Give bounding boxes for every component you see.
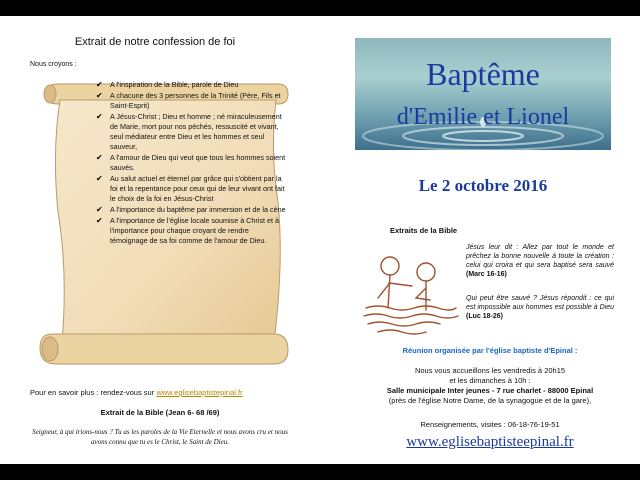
checkmark-icon: ✔ [96,80,103,89]
extraits-title: Extraits de la Bible [390,226,458,235]
brochure-page [0,16,640,464]
beliefs-list [96,80,286,247]
more-info-line: Pour en savoir plus : rendez-vous sur www.eglisebaptistepinal.fr [30,388,243,397]
reunion-heading: Réunion organisée par l'église baptiste d'Epinal : [402,346,578,355]
water-ripple-image [355,38,611,150]
contact-info: Renseignements, visites : 06-18-76-19-51 [420,420,560,429]
confession-intro: Nous croyons : [30,61,77,68]
confession-title: Extrait de notre confession de foi [74,36,236,48]
checkmark-icon: ✔ [96,91,103,100]
checkmark-icon: ✔ [96,205,103,214]
verse-marc: Jésus leur dit : Allez par tout le monde et prêchez la bonne nouvelle à toute la création : celui qui croira et qui sera baptisé sera sauvé (Marc 16-16) [466,244,614,278]
schedule-block: Nous vous accueillons les vendredis à 20h15 et les dimanches à 10h : Salle municipale Inter jeunes - 7 rue charlet - 88000 Epinal (près de l'église Notre Dame, de la synagogue et de la gare), [386,366,594,405]
baptism-illustration [360,238,460,338]
website-link[interactable]: www.eglisebaptisteepinal.fr [406,434,574,450]
list-item: ✔ A l'inspiration de la Bible, parole de Dieu [96,80,239,89]
checkmark-icon: ✔ [96,216,103,225]
list-item: ✔ Au salut actuel et éternel par grâce qui s'obtient par la foi et la repentance pour ceux qui de leur vivant ont fait le choix de la foi en Jésus-Christ [96,174,285,203]
bible-reference: Extrait de la Bible (Jean 6- 68 /69) [100,408,220,417]
hero-title: Baptême [426,56,540,92]
checkmark-icon: ✔ [96,153,103,162]
hero-subtitle: d'Emilie et Lionel [396,104,570,130]
list-item: ✔ A Jésus-Christ ; Dieu et homme ; né miraculeusement de Marie, mort pour nos péchés, ressuscité et vivant, seul médiateur entre Dieu et les hommes et seul sauveur, [96,112,282,151]
church-website-link[interactable]: www.eglisebaptistepinal.fr [156,388,243,397]
bible-quote: Seigneur, à qui irions-nous ? Tu as les paroles de la Vie Eternelle et nous avons cru et nous avons connu que tu es le Christ, le Saint de Dieu. [32,428,288,446]
checkmark-icon: ✔ [96,174,103,183]
list-item: ✔ A chacune des 3 personnes de la Trinité (Père, Fils et Saint-Esprit) [96,91,281,110]
checkmark-icon: ✔ [96,112,103,121]
water-banner [355,38,611,150]
list-item: ✔ A l'importance du baptême par immersion et de la cène [96,205,286,214]
event-date: Le 2 octobre 2016 [418,176,548,195]
list-item: ✔ A l'amour de Dieu qui veut que tous les hommes soient sauvés. [96,153,286,172]
verse-luc: Qui peut être sauvé ? Jésus répondit : ce qui est impossible aux hommes est possible à Dieu (Luc 18-26) [466,295,614,320]
list-item: ✔ A l'importance de l'église locale soumise à Christ et à l'importance pour chaque croyant de rendre témoignage de sa foi comme de l'amour de Dieu. [96,216,279,245]
